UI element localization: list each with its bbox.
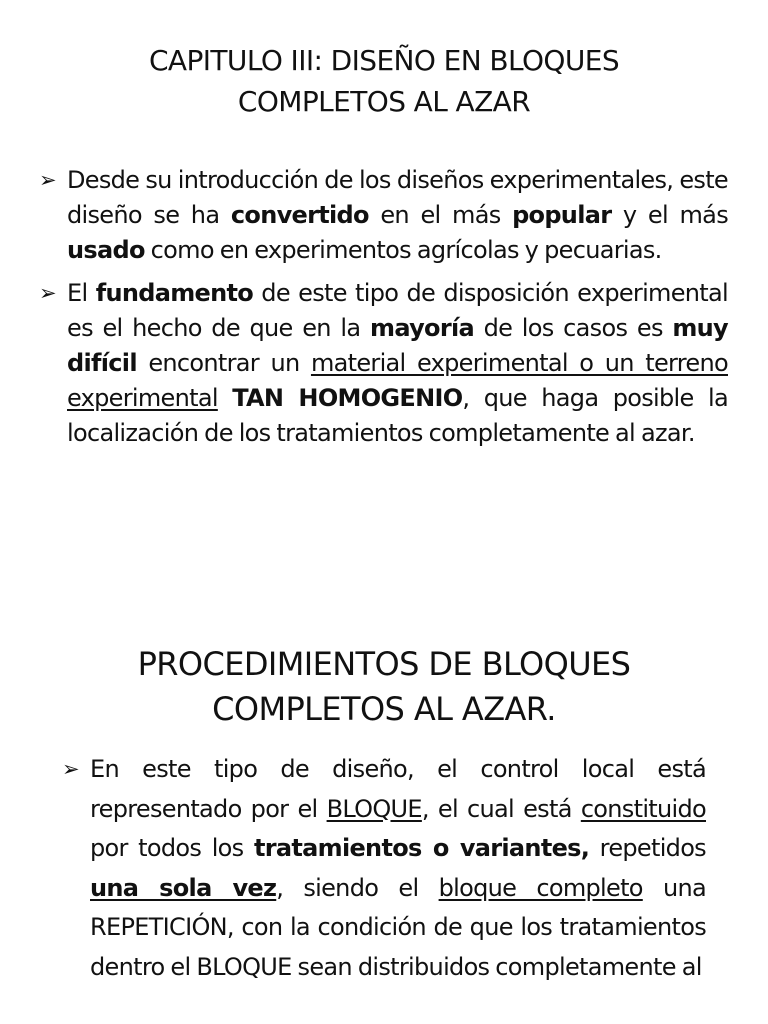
slide-2 xyxy=(0,620,768,1024)
slide-1-bullet-1 xyxy=(39,163,728,268)
slide-1-bullet-2 xyxy=(39,276,728,451)
slide-2-title-line-1: PROCEDIMIENTOS DE BLOQUES xyxy=(137,645,631,683)
bold-text: usado xyxy=(67,236,145,264)
text-run: El xyxy=(67,279,96,307)
text-run xyxy=(218,384,232,412)
text-run: y el más xyxy=(611,201,728,229)
bold-text: muy difícil xyxy=(67,314,728,377)
slide-2-title xyxy=(40,642,728,732)
slide-1-title-line-1: CAPITULO III: DISEÑO EN BLOQUES xyxy=(148,44,620,77)
text-run: por todos los xyxy=(90,834,254,862)
text-run: , que haga posible la localización de los tratamientos completamente al azar. xyxy=(67,384,728,447)
text-run: , el cual está xyxy=(421,794,581,823)
arrow-bullet-icon: ➢ xyxy=(39,281,57,305)
text-run: en el más xyxy=(368,201,513,229)
slide-2-bullet-1 xyxy=(62,750,706,987)
bold-text: fundamento xyxy=(95,279,254,307)
text-run: repetidos xyxy=(589,834,706,862)
text-run: encontrar un xyxy=(136,349,311,377)
text-run: de los casos es xyxy=(473,314,673,342)
text-run: de este tipo de disposición experimental es el hecho de que en la xyxy=(67,279,728,342)
arrow-bullet-icon: ➢ xyxy=(39,168,57,192)
underlined-text: BLOQUE xyxy=(326,794,422,823)
text-run: Desde su introducción de los diseños experimentales, este diseño se ha xyxy=(67,166,728,229)
text-run: En este tipo de diseño, el control local está representado por el xyxy=(90,755,706,823)
underlined-text: una sola vez xyxy=(90,873,277,902)
underlined-text: material experimental o un terreno experimental xyxy=(67,349,728,412)
arrow-bullet-icon: ➢ xyxy=(62,757,80,781)
bold-text: convertido xyxy=(230,201,369,229)
slide-2-bullet-list xyxy=(62,750,706,987)
slide-1-title-line-2: COMPLETOS AL AZAR xyxy=(237,85,531,118)
bold-text: TAN HOMOGENIO xyxy=(232,384,463,412)
slide-2-title-line-2: COMPLETOS AL AZAR. xyxy=(212,690,556,728)
underlined-text: bloque completo xyxy=(438,873,643,902)
text-run: , siendo el xyxy=(276,873,439,902)
slide-1-title xyxy=(40,40,728,122)
underlined-text: constituido xyxy=(580,794,706,823)
text-run: como en experimentos agrícolas y pecuarias. xyxy=(144,236,662,264)
bold-underlined-text xyxy=(90,874,276,902)
text-run: una REPETICIÓN, con la condición de que los tratamientos dentro el BLOQUE sean distribuidos completamente al xyxy=(90,873,706,981)
bold-text: mayoría xyxy=(370,314,474,342)
bold-text: tratamientos o variantes, xyxy=(253,834,590,862)
bold-text: popular xyxy=(512,201,612,229)
slide-1-bullet-list xyxy=(39,163,728,459)
